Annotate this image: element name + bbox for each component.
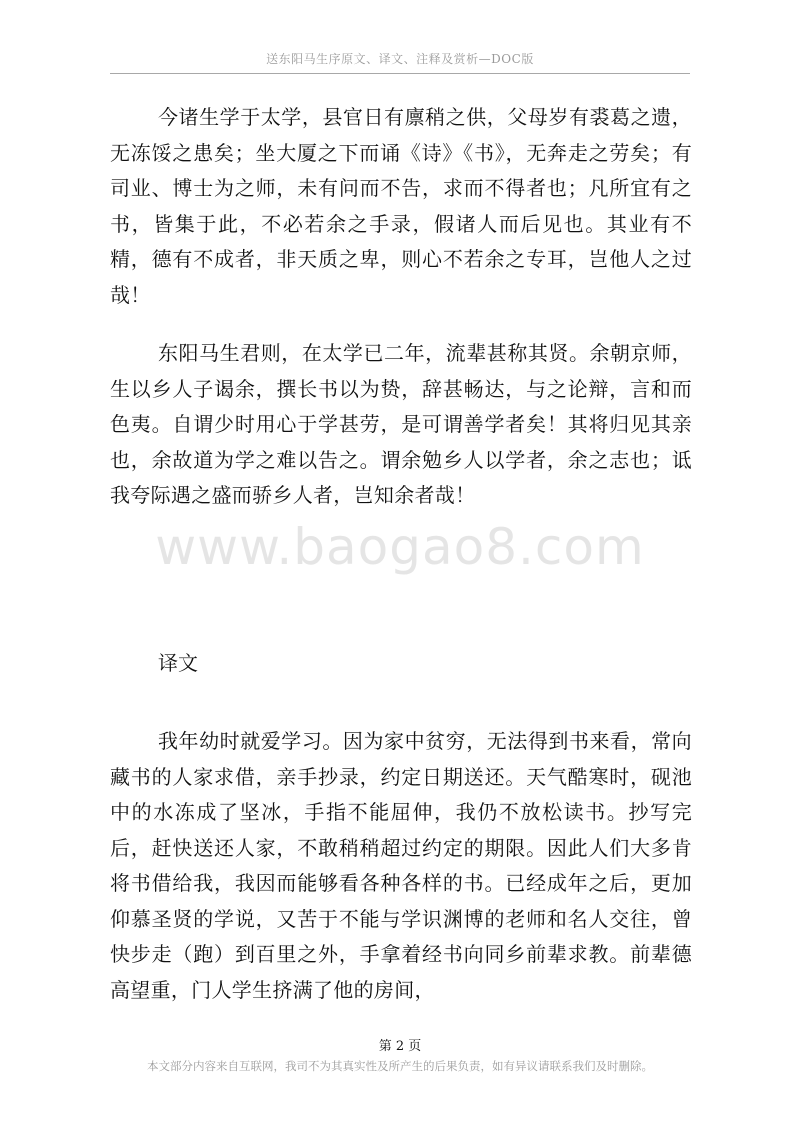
page-number: 第 2 页 [378,1039,422,1054]
section-title-translation: 译文 [158,651,198,675]
page-header: 送东阳马生序原文、译文、注释及赏析—DOC版 [266,52,534,66]
paragraph-original-1: 今诸生学于太学，县官日有廪稍之供，父母岁有裘葛之遗，无冻馁之患矣；坐大厦之下而诵《诗》《书》，无奔走之劳矣；有司业、博士为之师，未有问而不告，求而不得者也；凡所宜有之书，皆集于此，不必若余之手录，假诸人而后见也。其业有不精，德有不成者，非天质之卑，则心不若余之专耳，岂他人之过哉！ [110,105,692,307]
paragraph-translation-1: 我年幼时就爱学习。因为家中贫穷，无法得到书来看，常向藏书的人家求借，亲手抄录，约定日期送还。天气酷寒时，砚池中的水冻成了坚冰，手指不能屈伸，我仍不放松读书。抄写完后，赶快送还人家，不敢稍稍超过约定的期限。因此人们大多肯将书借给我，我因而能够看各种各样的书。已经成年之后，更加仰慕圣贤的学说，又苦于不能与学识渊博的老师和名人交往，曾快步走（跑）到百里之外，手拿着经书向同乡前辈求教。前辈德高望重，门人学生挤满了他的房间， [110,729,692,1002]
page-footer-disclaimer: 本文部分内容来自互联网，我司不为其真实性及所产生的后果负责，如有异议请联系我们及时删除。 [147,1059,653,1073]
paragraph-original-2: 东阳马生君则，在太学已二年，流辈甚称其贤。余朝京师，生以乡人子谒余，撰长书以为贽，辞甚畅达，与之论辩，言和而色夷。自谓少时用心于学甚劳，是可谓善学者矣！其将归见其亲也，余故道为学之难以告之。谓余勉乡人以学者，余之志也；诋我夸际遇之盛而骄乡人者，岂知余者哉！ [110,341,692,507]
watermark: www.baogao8.com [155,518,645,576]
header-divider [110,73,690,74]
